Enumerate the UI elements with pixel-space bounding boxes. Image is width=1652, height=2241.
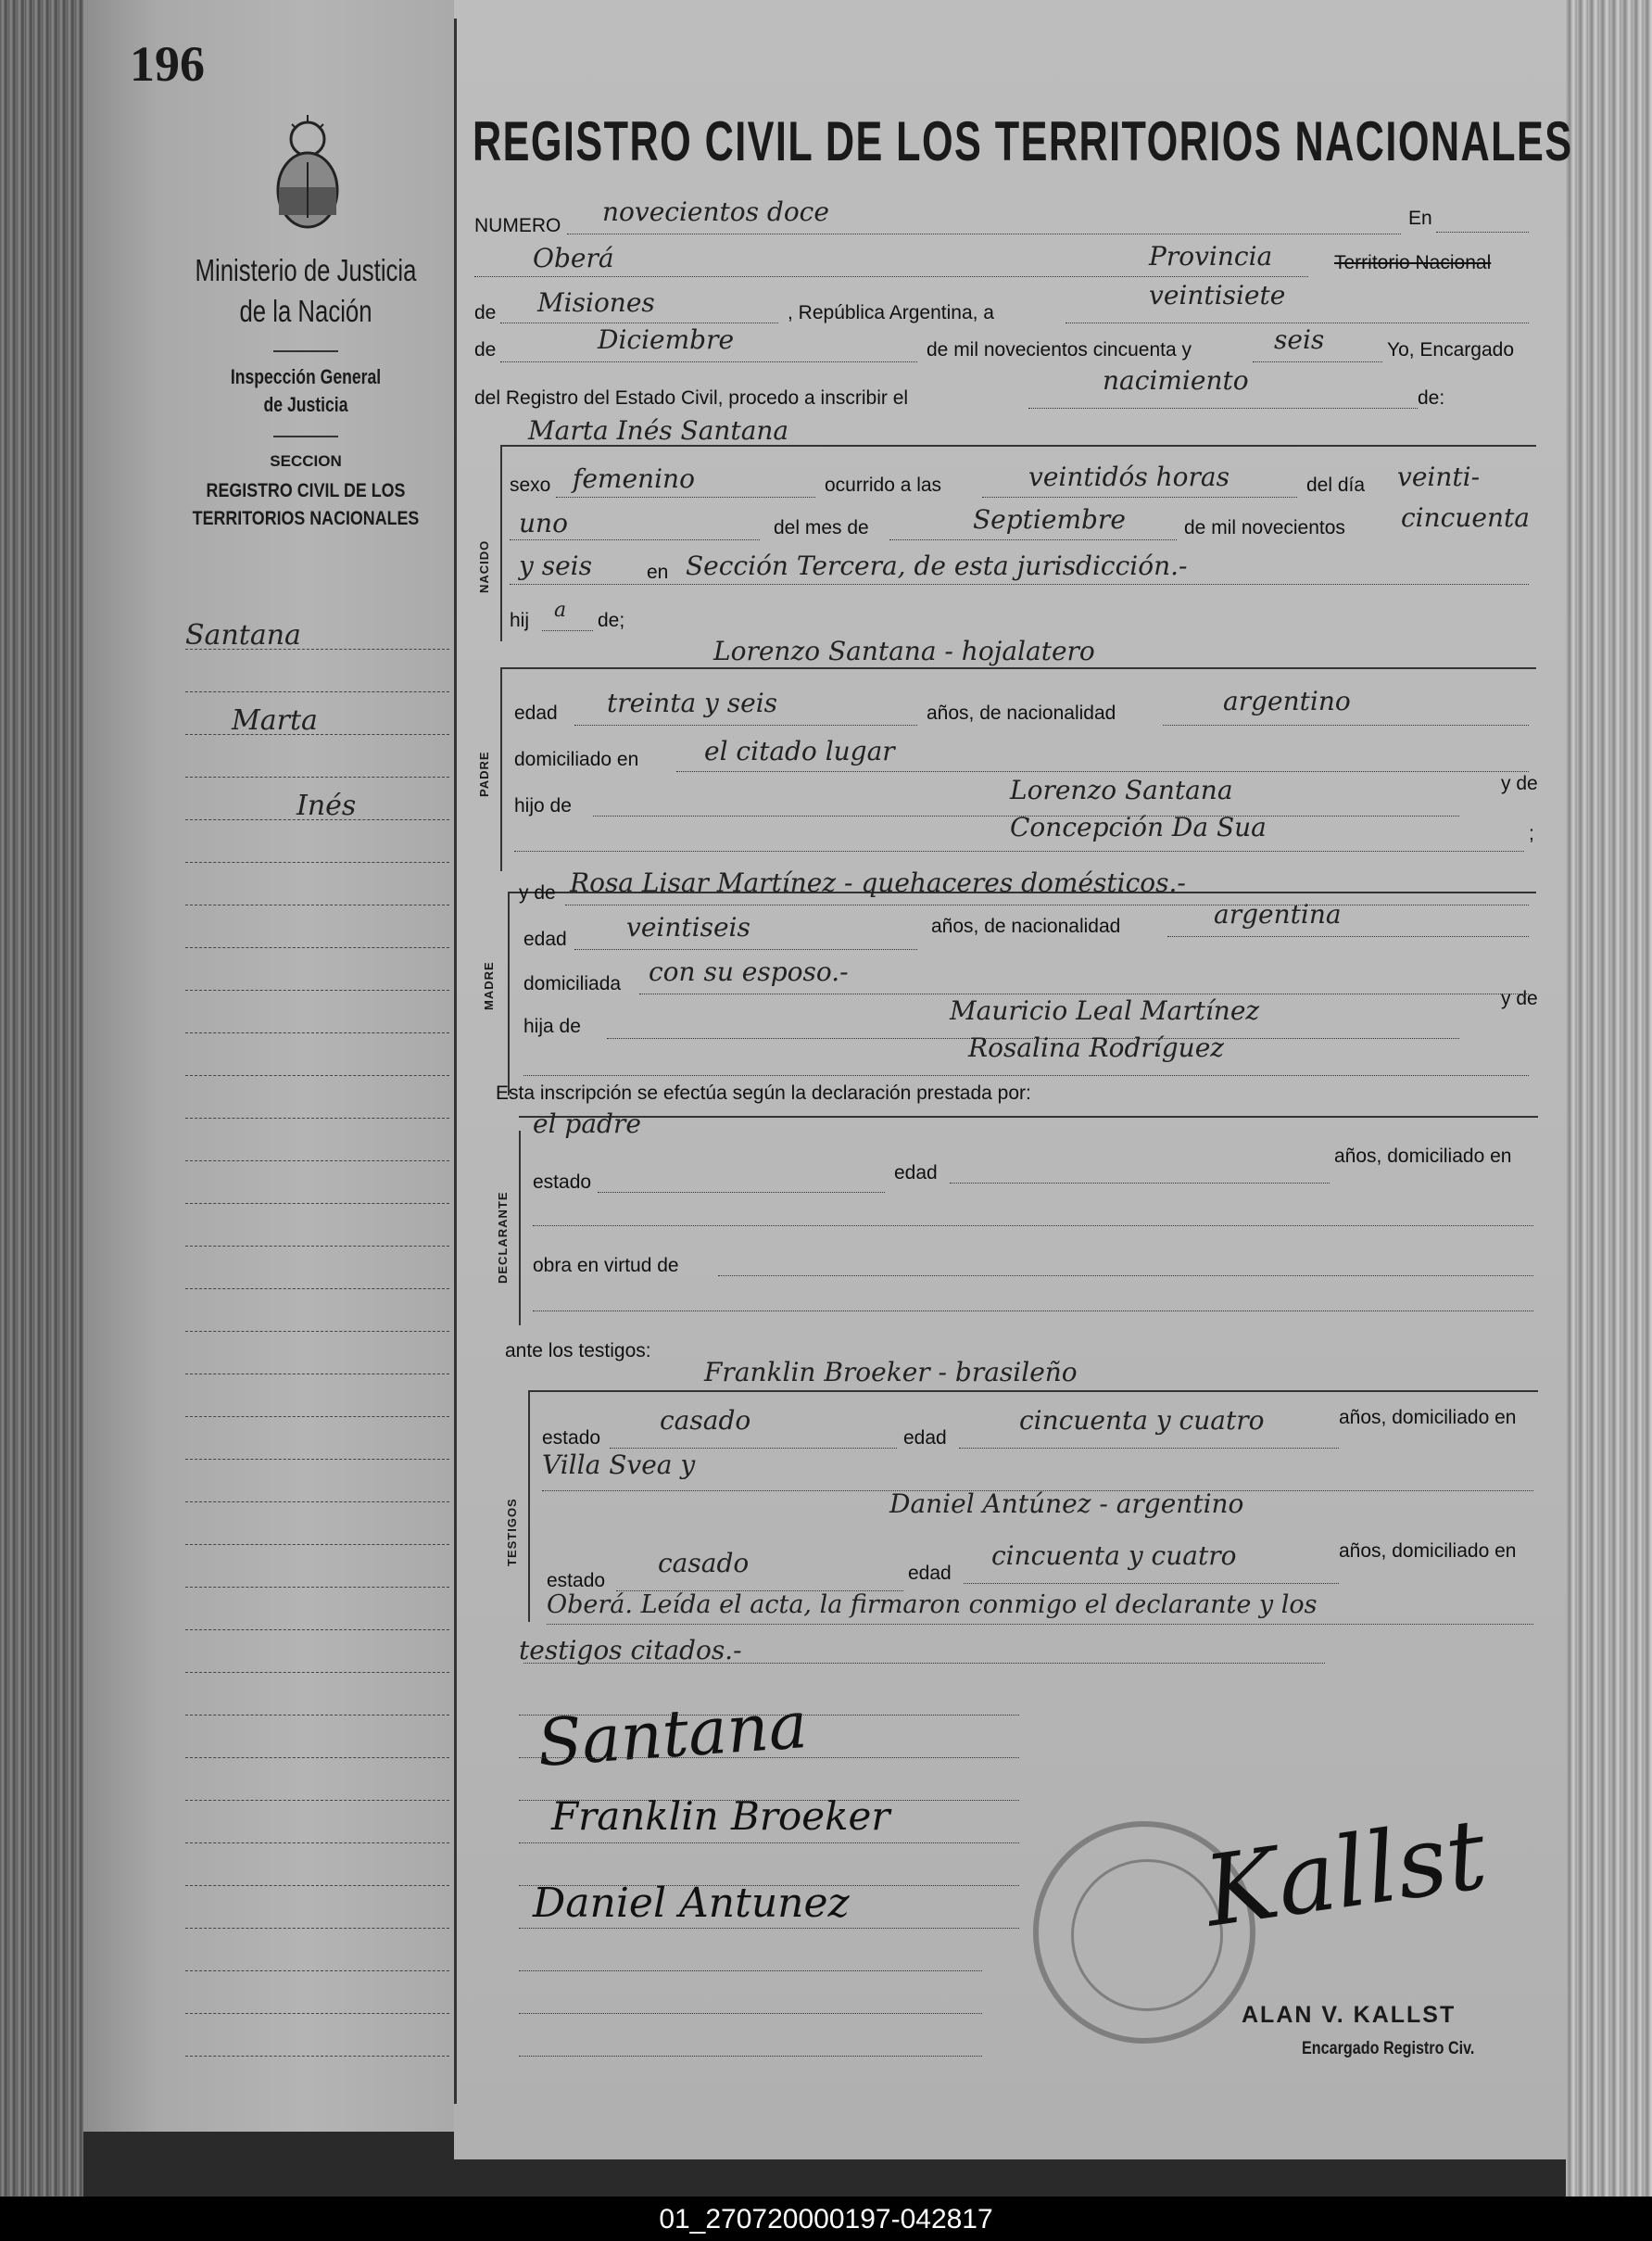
testigo1-edad: cincuenta y cuatro <box>1019 1405 1265 1436</box>
hij-de-label: de; <box>598 610 625 631</box>
testigo1-estado-line <box>610 1448 897 1449</box>
hora-line <box>982 497 1297 498</box>
margin-ruled-line <box>185 1288 449 1289</box>
de-label-2: de <box>474 339 497 361</box>
declarante-obra-label: obra en virtud de <box>533 1255 679 1276</box>
lugar-value: Sección Tercera, de esta jurisdicción.- <box>686 551 1188 581</box>
margin-ruled-line <box>185 1970 449 1971</box>
declarante-intro: Esta inscripción se efectúa según la declaración prestada por: <box>496 1083 1031 1104</box>
ministry-line2: de la Nación <box>239 294 372 328</box>
month-value: Diciembre <box>598 324 735 355</box>
section-label: SECCION <box>270 452 342 470</box>
madre-nac-line <box>1167 936 1529 937</box>
jurisdiction-territorio: Territorio Nacional <box>1334 252 1492 273</box>
margin-ruled-line <box>185 1160 449 1161</box>
madre-nacionalidad: argentina <box>1214 899 1342 930</box>
padre-side-label: PADRE <box>477 751 491 797</box>
margin-ruled-line <box>185 990 449 991</box>
padre-edad-line <box>574 725 917 726</box>
margin-ruled-line <box>185 734 449 735</box>
signature-ruled-line <box>519 2056 982 2057</box>
inspection-line2: de Justicia <box>263 393 348 416</box>
lugar-en-label: en <box>647 562 669 583</box>
padre-padre-de: Lorenzo Santana <box>1010 775 1233 805</box>
ocurrido-label: ocurrido a las <box>825 475 942 496</box>
testigo1-name: Franklin Broeker - brasileño <box>704 1357 1078 1387</box>
padre-edad-value: treinta y seis <box>607 688 778 718</box>
margin-ruled-line <box>185 1672 449 1673</box>
margin-ruled-line <box>185 1885 449 1886</box>
jurisdiction-provincia: Provincia <box>1149 241 1273 272</box>
madre-madre-line <box>523 1075 1529 1076</box>
mes-value: Septiembre <box>973 504 1126 535</box>
ministry-heading <box>183 250 428 332</box>
lugar-line <box>510 584 1529 585</box>
margin-ruled-line <box>185 1246 449 1247</box>
registry-line1: REGISTRO CIVIL DE LOS <box>206 480 406 501</box>
margin-ruled-line <box>185 1501 449 1502</box>
margin-ruled-line <box>185 1118 449 1119</box>
margin-first-name: Marta <box>232 704 318 737</box>
testigo1-edad-line <box>959 1448 1339 1449</box>
testigo1-estado: casado <box>660 1405 751 1436</box>
margin-ruled-line <box>185 862 449 863</box>
numero-value: novecientos doce <box>602 196 829 227</box>
dia-label: del día <box>1306 475 1366 496</box>
margin-ruled-line <box>185 691 449 692</box>
declarante-domicilio-line <box>533 1225 1533 1226</box>
hij-label: hij <box>510 610 530 631</box>
madre-yde2-label: y de <box>1501 988 1538 1009</box>
margin-surname: Santana <box>185 619 301 652</box>
testigo2-domicilio-line <box>547 1624 1533 1625</box>
nacido-name: Marta Inés Santana <box>528 415 789 446</box>
margin-ruled-line <box>185 1032 449 1033</box>
declarante-estado-label: estado <box>533 1171 592 1193</box>
madre-padre-de: Mauricio Leal Martínez <box>950 995 1260 1026</box>
year-line <box>1253 361 1382 362</box>
margin-divider-line <box>454 19 457 2104</box>
padre-yde-label: y de <box>1501 773 1538 794</box>
margin-ruled-line <box>185 1715 449 1716</box>
margin-ruled-line <box>185 1331 449 1332</box>
closing-text: testigos citados.- <box>519 1635 742 1665</box>
testigo2-edad-line <box>964 1583 1339 1584</box>
margin-ruled-line <box>185 2056 449 2057</box>
declarante-edad-line <box>950 1183 1330 1184</box>
act-type-line <box>1028 408 1418 409</box>
signature-ruled-line <box>519 1800 1019 1801</box>
ministry-line1: Ministerio de Justicia <box>195 253 417 287</box>
mil-label-2: de mil novecientos <box>1184 517 1345 538</box>
margin-ruled-line <box>185 1757 449 1758</box>
mil-label: de mil novecientos cincuenta y <box>927 339 1192 361</box>
madre-name: Rosa Lisar Martínez - quehaceres domésticos.- <box>570 867 1186 898</box>
margin-ruled-line <box>185 1587 449 1588</box>
de-label-3: de: <box>1418 387 1445 409</box>
testigo2-anos-label: años, domiciliado en <box>1339 1540 1517 1562</box>
declarante-name: el padre <box>533 1108 641 1139</box>
padre-madre-de: Concepción Da Sua <box>1010 812 1267 842</box>
signature-ruled-line <box>519 1842 1019 1843</box>
madre-madre-de: Rosalina Rodríguez <box>968 1032 1225 1063</box>
testigo1-anos-label: años, domiciliado en <box>1339 1407 1517 1428</box>
book-page-edges <box>0 0 83 2197</box>
registry-line2: TERRITORIOS NACIONALES <box>192 508 420 529</box>
margin-ruled-line <box>185 777 449 778</box>
padre-edad-label: edad <box>514 703 558 724</box>
hora-value: veintidós horas <box>1028 462 1230 492</box>
page-number: 196 <box>130 36 205 92</box>
margin-ruled-line <box>185 1842 449 1843</box>
coat-of-arms-icon <box>273 111 343 232</box>
inspection-line1: Inspección General <box>230 365 382 388</box>
act-type-value: nacimiento <box>1103 365 1249 396</box>
signature-testigo2: Daniel Antunez <box>533 1880 850 1927</box>
month-line <box>500 361 917 362</box>
locality-value: Oberá <box>533 243 614 273</box>
signature-ruled-line <box>519 1970 982 1971</box>
margin-ruled-line <box>185 1544 449 1545</box>
yo-label: Yo, Encargado <box>1387 339 1515 361</box>
signature-ruled-line <box>519 1715 1019 1716</box>
officer-name: ALAN V. KALLST <box>1242 2002 1457 2028</box>
registro-label: del Registro del Estado Civil, procedo a inscribir el <box>474 387 909 409</box>
madre-domicilio-value: con su esposo.- <box>649 956 849 987</box>
padre-hijo-label: hijo de <box>514 795 572 817</box>
year-unit-value: seis <box>1274 324 1325 355</box>
margin-ruled-line <box>185 1075 449 1076</box>
margin-ruled-line <box>185 947 449 948</box>
dia-cont-line <box>510 539 760 540</box>
padre-nac-line <box>1163 725 1529 726</box>
padre-domicilio-line <box>676 771 1529 772</box>
right-page-edges <box>1566 0 1652 2197</box>
madre-yde-label: y de <box>519 882 556 904</box>
officer-title: Encargado Registro Civ. <box>1302 2039 1475 2058</box>
hij-suffix: a <box>554 599 567 622</box>
en-label: En <box>1408 208 1432 229</box>
testigo2-domicilio: Oberá. Leída el acta, la firmaron conmigo el declarante y los <box>547 1590 1318 1619</box>
sexo-value: femenino <box>573 463 695 494</box>
signature-testigo1: Franklin Broeker <box>551 1793 890 1839</box>
testigo2-estado-label: estado <box>547 1570 606 1591</box>
declarante-obra-line-2 <box>533 1310 1533 1311</box>
margin-ruled-line <box>185 649 449 650</box>
province-value: Misiones <box>537 287 655 318</box>
mes-line <box>889 539 1177 540</box>
testigo1-domicilio: Villa Svea y <box>542 1450 696 1480</box>
padre-anos-label: años, de nacionalidad <box>927 703 1116 724</box>
margin-ruled-line <box>185 2013 449 2014</box>
signature-ruled-line <box>519 1928 1019 1929</box>
madre-edad-label: edad <box>523 929 567 950</box>
testigo2-estado: casado <box>658 1548 750 1578</box>
signature-ruled-line <box>519 2013 982 2014</box>
margin-ruled-line <box>185 1203 449 1204</box>
hij-line <box>542 630 593 631</box>
day-value: veintisiete <box>1149 280 1286 310</box>
signature-officer: Kallst <box>1197 1797 1494 1949</box>
margin-ruled-line <box>185 819 449 820</box>
declarante-estado-line <box>598 1192 885 1193</box>
margin-ruled-line <box>185 1459 449 1460</box>
de-label: de <box>474 302 497 323</box>
padre-domicilio-label: domiciliado en <box>514 749 639 770</box>
margin-ruled-line <box>185 1416 449 1417</box>
sexo-line <box>556 497 815 498</box>
sexo-label: sexo <box>510 475 551 496</box>
declarante-obra-line <box>718 1275 1533 1276</box>
en-line <box>1436 232 1529 233</box>
testigos-side-label: TESTIGOS <box>505 1498 519 1566</box>
padre-nacionalidad: argentino <box>1223 686 1351 716</box>
madre-edad-value: veintiseis <box>626 912 750 943</box>
testigo2-edad-label: edad <box>908 1563 952 1584</box>
madre-hija-label: hija de <box>523 1016 581 1037</box>
madre-side-label: MADRE <box>482 961 496 1010</box>
registry-heading <box>172 477 440 533</box>
mes-label: del mes de <box>774 517 869 538</box>
padre-semicolon: ; <box>1529 823 1534 844</box>
declarante-side-label: DECLARANTE <box>496 1191 510 1284</box>
margin-ruled-line <box>185 1800 449 1801</box>
dia-value: veinti- <box>1397 462 1481 492</box>
testigos-intro: ante los testigos: <box>505 1340 651 1361</box>
numero-label: NUMERO <box>474 215 561 236</box>
testigo2-edad: cincuenta y cuatro <box>991 1540 1237 1571</box>
madre-anos-label: años, de nacionalidad <box>931 916 1121 937</box>
testigo1-edad-label: edad <box>903 1427 947 1449</box>
signature-declarante: Santana <box>535 1686 810 1782</box>
testigo2-name: Daniel Antúnez - argentino <box>889 1488 1244 1519</box>
locality-line <box>474 276 1308 277</box>
margin-ruled-line <box>185 1629 449 1630</box>
anio-value: cincuenta <box>1401 502 1530 533</box>
padre-name: Lorenzo Santana - hojalatero <box>713 636 1095 666</box>
anio-cont-value: y seis <box>519 551 592 581</box>
padre-madre-line <box>514 851 1524 852</box>
nacido-side-label: NACIDO <box>477 539 491 593</box>
form-title: REGISTRO CIVIL DE LOS TERRITORIOS NACIONALES <box>473 110 1573 172</box>
margin-ruled-line <box>185 1928 449 1929</box>
republica-label: , República Argentina, a <box>788 302 994 323</box>
margin-second-name: Inés <box>296 790 357 822</box>
madre-domicilio-label: domiciliada <box>523 973 622 994</box>
padre-domicilio-value: el citado lugar <box>704 736 895 766</box>
madre-edad-line <box>574 949 917 950</box>
declarante-edad-label: edad <box>894 1162 938 1184</box>
divider <box>273 436 338 437</box>
signature-ruled-line <box>519 1757 1019 1758</box>
declarante-top-line <box>519 1116 1538 1118</box>
inspection-heading <box>180 363 432 419</box>
testigo1-estado-label: estado <box>542 1427 601 1449</box>
signature-ruled-line <box>519 1885 1019 1886</box>
image-identifier: 01_270720000197-042817 <box>0 2198 1652 2241</box>
declarante-anos-label: años, domiciliado en <box>1334 1146 1512 1167</box>
divider <box>273 350 338 352</box>
dia-cont-value: uno <box>519 508 568 538</box>
